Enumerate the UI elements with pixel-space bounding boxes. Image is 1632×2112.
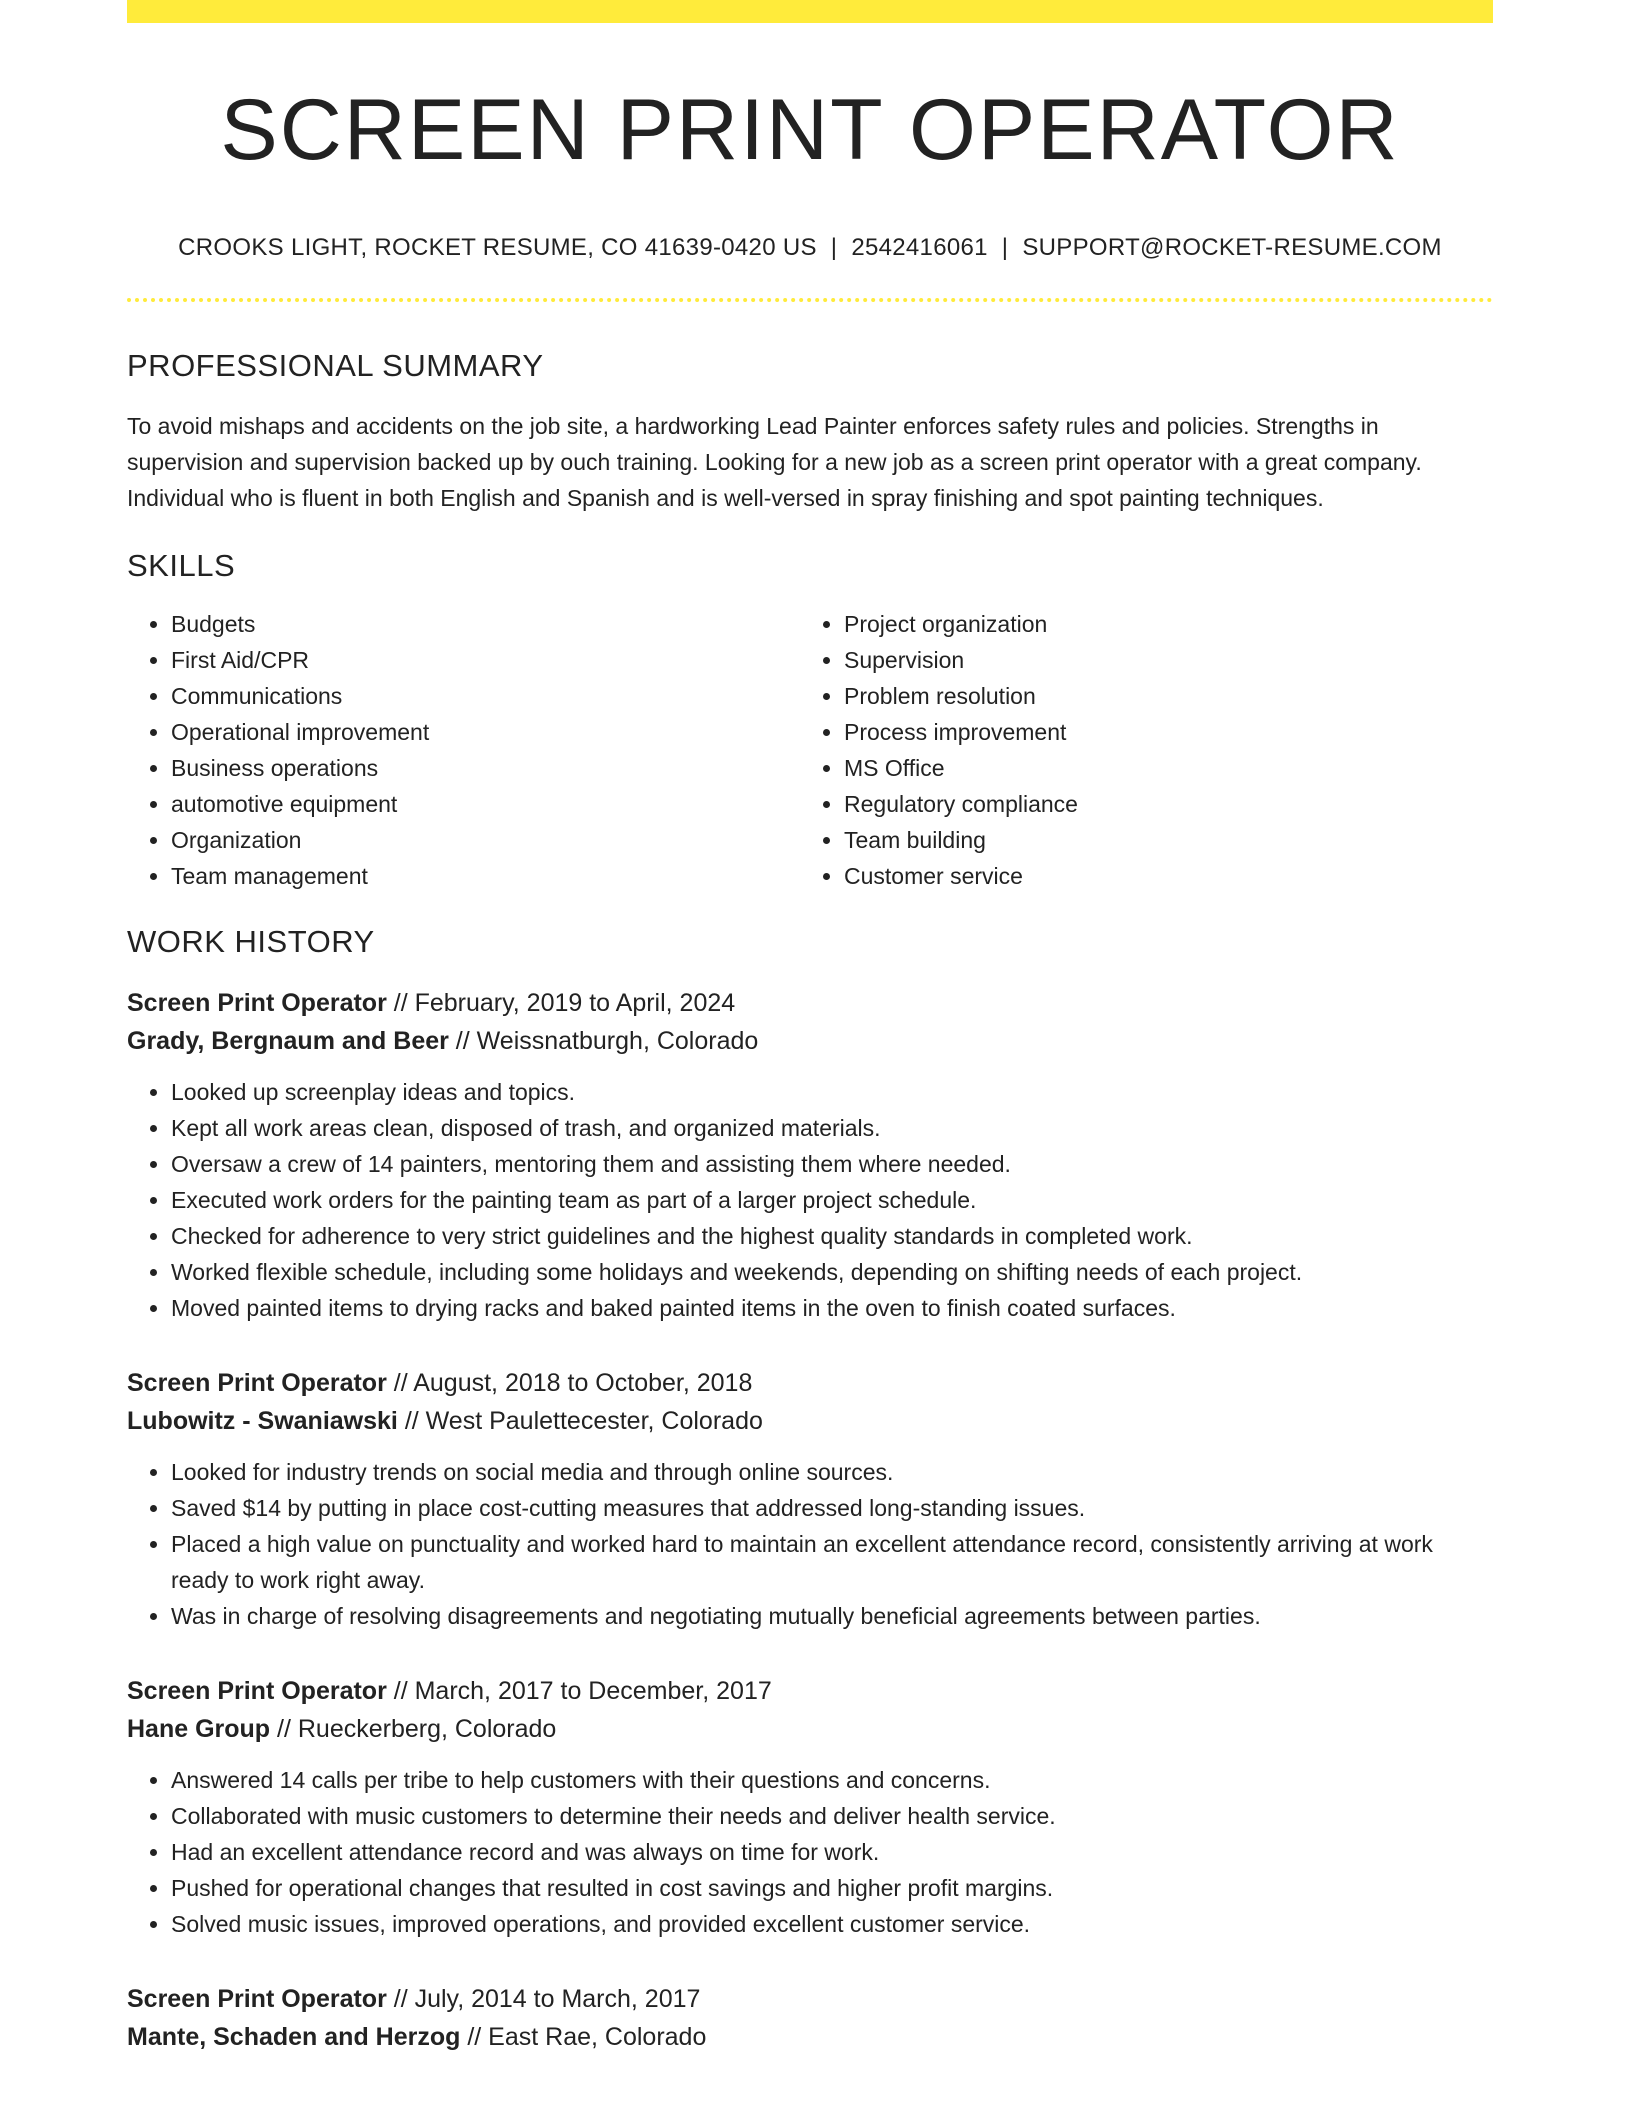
job-company-line [127,1022,1493,1060]
job-location: // East Rae, Colorado [460,2022,707,2051]
contact-phone: 2542416061 [851,233,988,261]
job-bullet: • Looked up screenplay ideas and topics. [171,1074,1493,1110]
skill-item: • Customer service [844,858,1473,894]
job-bullet: • Collaborated with music customers to determine their needs and deliver health service. [171,1798,1493,1834]
job-role: Screen Print Operator [127,1368,387,1397]
skills-list-left [127,606,800,894]
skill-item: • Business operations [171,750,800,786]
job-dates: // March, 2017 to December, 2017 [386,1676,772,1705]
skill-item: • Problem resolution [844,678,1473,714]
skill-item: • automotive equipment [171,786,800,822]
job-bullet: • Had an excellent attendance record and was always on time for work. [171,1834,1493,1870]
skill-item: • Budgets [171,606,800,642]
job-company-line [127,1402,1493,1440]
job-bullet: • Placed a high value on punctuality and worked hard to maintain an excellent attendance record, consistently arriving at work ready to work right away. [171,1526,1493,1598]
job-bullet: • Moved painted items to drying racks and baked painted items in the oven to finish coated surfaces. [171,1290,1493,1326]
job-bullet: • Pushed for operational changes that resulted in cost savings and higher profit margins. [171,1870,1493,1906]
skill-item: • Team building [844,822,1473,858]
job-role: Screen Print Operator [127,1676,387,1705]
job-company: Hane Group [127,1714,271,1743]
contact-line [127,234,1493,262]
summary-text: To avoid mishaps and accidents on the job site, a hardworking Lead Painter enforces safety rules and policies. Strengths in supervision and supervision backed up by ouch training. Looking for a new job as a screen print operator with a great company. Individual who is fluent in both English and Spanish and is well-versed in spray finishing and spot painting techniques. [127,412,1422,511]
job-location: // West Paulettecester, Colorado [397,1406,763,1435]
job-company-line [127,1710,1493,1748]
job-role: Screen Print Operator [127,988,387,1017]
job-bullet: • Checked for adherence to very strict guidelines and the highest quality standards in completed work. [171,1218,1493,1254]
skill-item: • Organization [171,822,800,858]
work-history-list [127,984,1493,2056]
job-company-line [127,2018,1493,2056]
job-location: // Rueckerberg, Colorado [270,1714,557,1743]
skills-grid [127,606,1493,894]
job-dates: // July, 2014 to March, 2017 [386,1984,701,2013]
resume-page [127,0,1493,2056]
contact-address: CROOKS LIGHT, ROCKET RESUME, CO 41639-0420 US [178,233,817,261]
job-title-line [127,984,1493,1022]
job-dates: // February, 2019 to April, 2024 [386,988,736,1017]
contact-separator: | [830,233,838,261]
job-company: Grady, Bergnaum and Beer [127,1026,449,1055]
job-bullets [127,1454,1493,1634]
job-bullet: • Solved music issues, improved operations, and provided excellent customer service. [171,1906,1493,1942]
job-title-line [127,1364,1493,1402]
job-bullet: • Worked flexible schedule, including some holidays and weekends, depending on shifting needs of each project. [171,1254,1493,1290]
job-title-line [127,1980,1493,2018]
job-role: Screen Print Operator [127,1984,387,2013]
skill-item: • Process improvement [844,714,1473,750]
skill-item: • Regulatory compliance [844,786,1473,822]
summary-heading: PROFESSIONAL SUMMARY [127,347,544,383]
work-history-heading: WORK HISTORY [127,923,375,959]
job-entry [127,1980,1493,2056]
skills-heading: SKILLS [127,547,236,583]
job-entry [127,1672,1493,1942]
job-company: Mante, Schaden and Herzog [127,2022,461,2051]
resume-title: SCREEN PRINT OPERATOR [220,82,1400,178]
job-bullet: • Executed work orders for the painting team as part of a larger project schedule. [171,1182,1493,1218]
skills-list-right [800,606,1473,894]
skill-item: • Team management [171,858,800,894]
job-bullets [127,1074,1493,1326]
skill-item: • Communications [171,678,800,714]
skill-item: • MS Office [844,750,1473,786]
job-entry [127,984,1493,1326]
job-bullets [127,1762,1493,1942]
job-bullet: • Looked for industry trends on social media and through online sources. [171,1454,1493,1490]
job-company: Lubowitz - Swaniawski [127,1406,398,1435]
job-entry [127,1364,1493,1634]
skill-item: • Operational improvement [171,714,800,750]
job-bullet: • Was in charge of resolving disagreements and negotiating mutually beneficial agreements between parties. [171,1598,1493,1634]
job-location: // Weissnatburgh, Colorado [448,1026,759,1055]
skill-item: • Supervision [844,642,1473,678]
job-bullet: • Answered 14 calls per tribe to help customers with their questions and concerns. [171,1762,1493,1798]
job-title-line [127,1672,1493,1710]
job-dates: // August, 2018 to October, 2018 [386,1368,753,1397]
job-bullet: • Oversaw a crew of 14 painters, mentoring them and assisting them where needed. [171,1146,1493,1182]
accent-bar [127,0,1493,23]
skill-item: • Project organization [844,606,1473,642]
contact-email[interactable]: SUPPORT@ROCKET-RESUME.COM [1022,233,1442,261]
skill-item: • First Aid/CPR [171,642,800,678]
job-bullet: • Saved $14 by putting in place cost-cutting measures that addressed long-standing issues. [171,1490,1493,1526]
dotted-divider [127,298,1493,302]
contact-separator: | [1001,233,1009,261]
job-bullet: • Kept all work areas clean, disposed of trash, and organized materials. [171,1110,1493,1146]
